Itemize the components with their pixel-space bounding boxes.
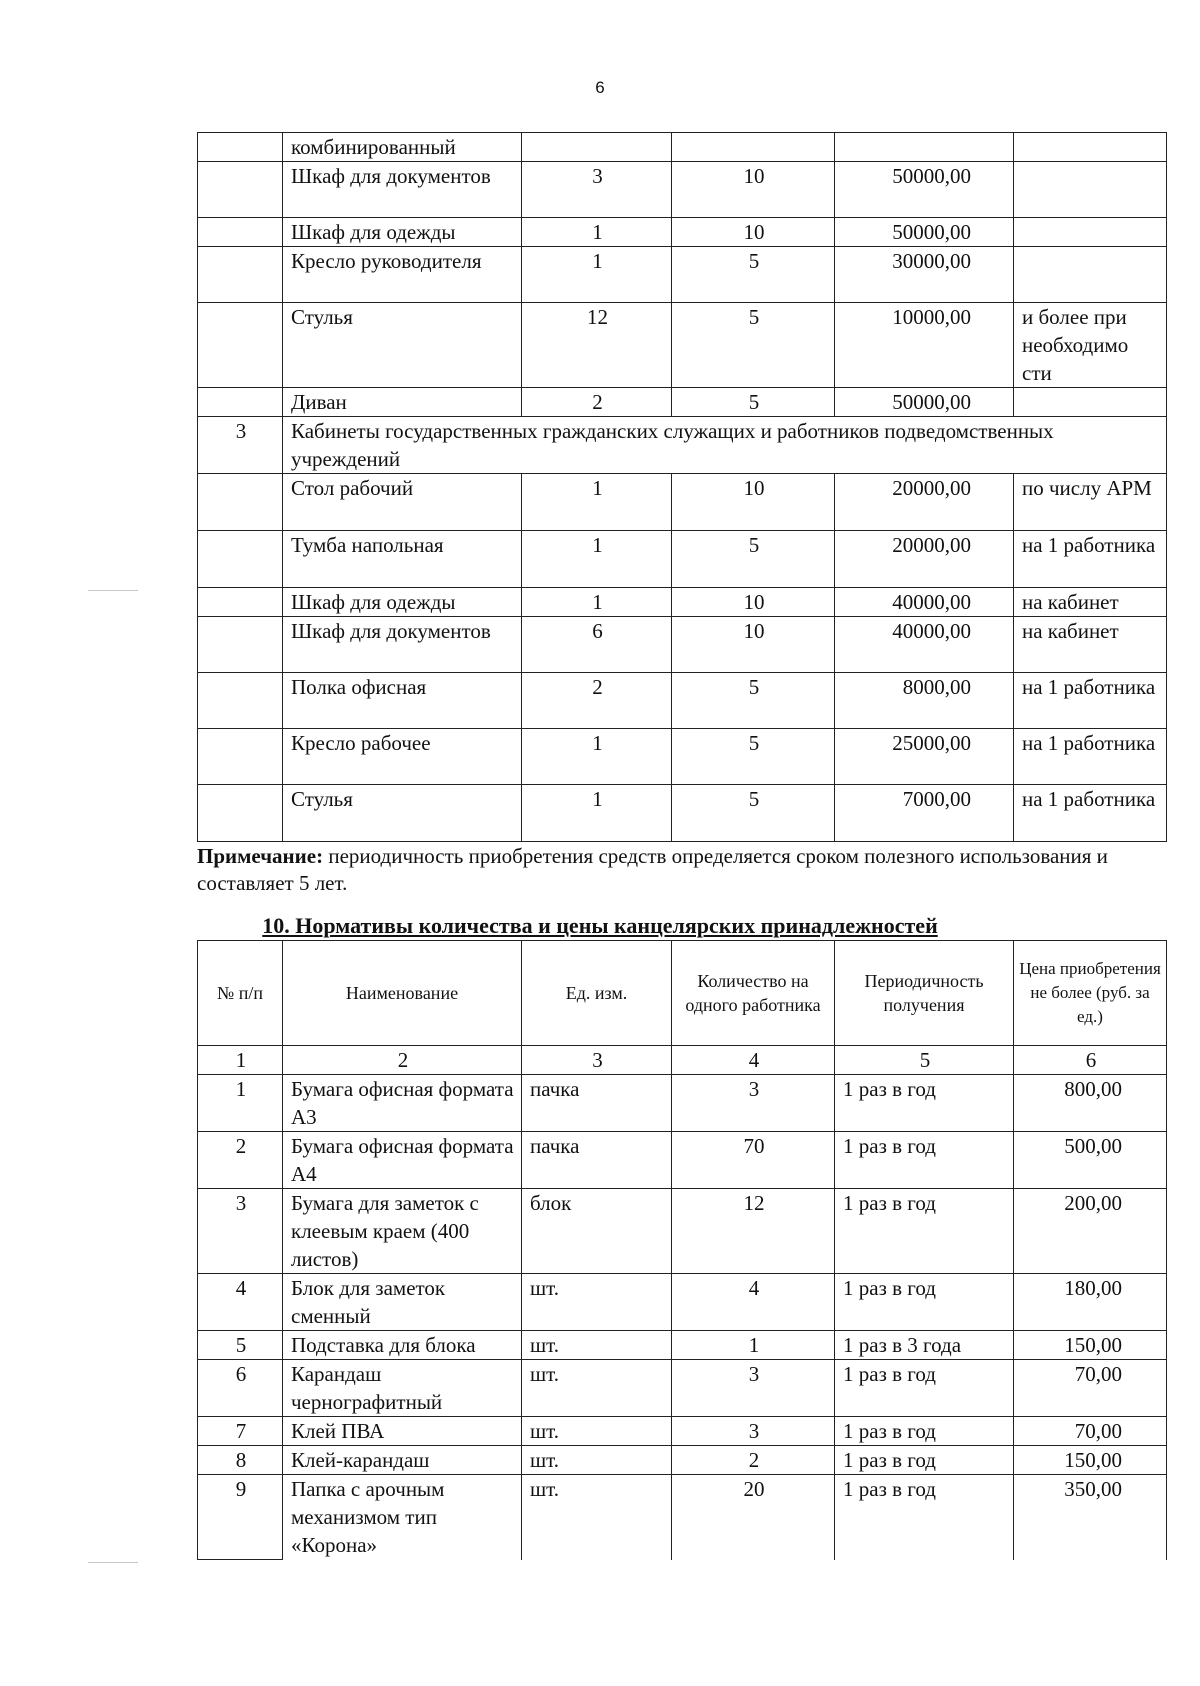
item-price: 7000,00: [835, 785, 1014, 842]
item-period: 1 раз в год: [835, 1189, 1014, 1274]
header-period: Периодичность получения: [835, 941, 1014, 1046]
item-note: [1014, 162, 1167, 218]
table-row: [198, 729, 1167, 785]
item-note: [1014, 218, 1167, 247]
item-quantity: [522, 133, 672, 162]
row-number: [198, 247, 283, 303]
item-period: 1 раз в год: [835, 1475, 1014, 1560]
item-name: Бумага офисная формата А4: [283, 1132, 522, 1189]
note-paragraph: [197, 843, 1157, 897]
row-number: 1: [198, 1075, 283, 1132]
header-unit: Ед. изм.: [522, 941, 672, 1046]
item-quantity: 1: [522, 588, 672, 617]
item-name: Стулья: [283, 785, 522, 842]
item-period: 1 раз в год: [835, 1075, 1014, 1132]
section-title: Кабинеты государственных гражданских служащих и работников подведомственных учреждений: [283, 417, 1167, 474]
item-quantity: 6: [522, 617, 672, 673]
item-price: 150,00: [1014, 1446, 1167, 1475]
table-row: [198, 1446, 1167, 1475]
table-row: [198, 1274, 1167, 1331]
item-service-years: 5: [672, 785, 835, 842]
item-name: Кресло руководителя: [283, 247, 522, 303]
scan-artifact: [88, 1562, 138, 1563]
item-name: Полка офисная: [283, 673, 522, 729]
scan-artifact: [88, 590, 138, 591]
item-unit: шт.: [522, 1274, 672, 1331]
item-name: Клей-карандаш: [283, 1446, 522, 1475]
row-number: 6: [198, 1360, 283, 1417]
item-price: 10000,00: [835, 303, 1014, 388]
table-header-row: [198, 941, 1167, 1046]
item-period: 1 раз в 3 года: [835, 1331, 1014, 1360]
item-service-years: 10: [672, 588, 835, 617]
item-name: Папка с арочным механизмом тип «Корона»: [283, 1475, 522, 1560]
item-price: 350,00: [1014, 1475, 1167, 1560]
item-name: комбинированный: [283, 133, 522, 162]
item-price: 50000,00: [835, 162, 1014, 218]
item-note: [1014, 388, 1167, 417]
item-service-years: 5: [672, 531, 835, 588]
table-row: [198, 388, 1167, 417]
row-number: [198, 133, 283, 162]
item-quantity: 2: [522, 388, 672, 417]
item-price: [835, 133, 1014, 162]
item-note: на 1 работника: [1014, 729, 1167, 785]
item-service-years: 5: [672, 388, 835, 417]
row-number: [198, 729, 283, 785]
item-price: 8000,00: [835, 673, 1014, 729]
header-quantity: Количество на одного работника: [672, 941, 835, 1046]
item-note: на кабинет: [1014, 588, 1167, 617]
item-price: 70,00: [1014, 1417, 1167, 1446]
item-quantity: 12: [522, 303, 672, 388]
row-number: 7: [198, 1417, 283, 1446]
item-name: Кресло рабочее: [283, 729, 522, 785]
item-service-years: 10: [672, 617, 835, 673]
row-number: 5: [198, 1331, 283, 1360]
column-number: 3: [522, 1046, 672, 1075]
table-row: [198, 303, 1167, 388]
table-row: [198, 162, 1167, 218]
item-price: 70,00: [1014, 1360, 1167, 1417]
item-name: Тумба напольная: [283, 531, 522, 588]
item-name: Подставка для блока: [283, 1331, 522, 1360]
column-number: 5: [835, 1046, 1014, 1075]
item-service-years: 10: [672, 474, 835, 531]
section-10-title: [0, 914, 1200, 938]
item-note: на кабинет: [1014, 617, 1167, 673]
item-period: 1 раз в год: [835, 1132, 1014, 1189]
item-note: по числу АРМ: [1014, 474, 1167, 531]
header-price: Цена приобретения не более (руб. за ед.): [1014, 941, 1167, 1046]
item-note: [1014, 247, 1167, 303]
item-unit: шт.: [522, 1475, 672, 1560]
header-name: Наименование: [283, 941, 522, 1046]
item-service-years: 5: [672, 729, 835, 785]
item-note: и более при необходимо сти: [1014, 303, 1167, 388]
table-row: [198, 531, 1167, 588]
item-price: 20000,00: [835, 474, 1014, 531]
item-name: Стол рабочий: [283, 474, 522, 531]
item-price: 25000,00: [835, 729, 1014, 785]
item-name: Шкаф для документов: [283, 162, 522, 218]
page-number: 6: [595, 78, 605, 97]
row-number: [198, 162, 283, 218]
column-number: 1: [198, 1046, 283, 1075]
note-label: Примечание:: [197, 844, 324, 868]
row-number: [198, 474, 283, 531]
column-numbers-row: [198, 1046, 1167, 1075]
table-row: [198, 1417, 1167, 1446]
row-number: [198, 785, 283, 842]
table-row: [198, 1189, 1167, 1274]
table-row: [198, 785, 1167, 842]
row-number: [198, 303, 283, 388]
item-service-years: [672, 133, 835, 162]
table-row: [198, 133, 1167, 162]
item-quantity: 1: [522, 729, 672, 785]
item-price: 500,00: [1014, 1132, 1167, 1189]
item-unit: шт.: [522, 1331, 672, 1360]
item-note: на 1 работника: [1014, 673, 1167, 729]
item-name: Шкаф для документов: [283, 617, 522, 673]
item-service-years: 5: [672, 673, 835, 729]
item-quantity: 1: [522, 247, 672, 303]
item-unit: пачка: [522, 1132, 672, 1189]
table-row: [198, 1132, 1167, 1189]
item-period: 1 раз в год: [835, 1446, 1014, 1475]
item-quantity: 1: [522, 218, 672, 247]
row-number: [198, 531, 283, 588]
item-service-years: 10: [672, 162, 835, 218]
row-number: 2: [198, 1132, 283, 1189]
row-number: 8: [198, 1446, 283, 1475]
row-number: [198, 218, 283, 247]
item-note: на 1 работника: [1014, 531, 1167, 588]
item-service-years: 5: [672, 247, 835, 303]
item-quantity: 70: [672, 1132, 835, 1189]
item-note: [1014, 133, 1167, 162]
column-number: 6: [1014, 1046, 1167, 1075]
item-unit: пачка: [522, 1075, 672, 1132]
section-number: 3: [198, 417, 283, 474]
item-price: 40000,00: [835, 617, 1014, 673]
row-number: [198, 588, 283, 617]
item-period: 1 раз в год: [835, 1274, 1014, 1331]
item-quantity: 4: [672, 1274, 835, 1331]
table-row: [198, 1360, 1167, 1417]
item-name: Бумага офисная формата А3: [283, 1075, 522, 1132]
table-row: [198, 1475, 1167, 1560]
item-quantity: 3: [522, 162, 672, 218]
stationery-table: [197, 940, 1167, 1560]
item-unit: шт.: [522, 1417, 672, 1446]
item-quantity: 2: [522, 673, 672, 729]
table-row: [198, 1331, 1167, 1360]
item-name: Бумага для заметок с клеевым краем (400 листов): [283, 1189, 522, 1274]
item-price: 800,00: [1014, 1075, 1167, 1132]
item-quantity: 3: [672, 1360, 835, 1417]
table-row: [198, 218, 1167, 247]
item-price: 200,00: [1014, 1189, 1167, 1274]
item-name: Карандаш чернографитный: [283, 1360, 522, 1417]
row-number: [198, 673, 283, 729]
item-quantity: 3: [672, 1075, 835, 1132]
item-price: 30000,00: [835, 247, 1014, 303]
item-quantity: 1: [522, 785, 672, 842]
item-quantity: 1: [672, 1331, 835, 1360]
column-number: 4: [672, 1046, 835, 1075]
item-unit: шт.: [522, 1360, 672, 1417]
column-number: 2: [283, 1046, 522, 1075]
table-row: [198, 617, 1167, 673]
row-number: 3: [198, 1189, 283, 1274]
section-row: [198, 417, 1167, 474]
item-unit: шт.: [522, 1446, 672, 1475]
item-period: 1 раз в год: [835, 1360, 1014, 1417]
row-number: [198, 617, 283, 673]
header-num: № п/п: [198, 941, 283, 1046]
row-number: 4: [198, 1274, 283, 1331]
furniture-table: [197, 132, 1167, 842]
item-price: 20000,00: [835, 531, 1014, 588]
item-service-years: 10: [672, 218, 835, 247]
item-quantity: 12: [672, 1189, 835, 1274]
item-note: на 1 работника: [1014, 785, 1167, 842]
item-name: Блок для заметок сменный: [283, 1274, 522, 1331]
item-price: 50000,00: [835, 388, 1014, 417]
item-period: 1 раз в год: [835, 1417, 1014, 1446]
table-row: [198, 588, 1167, 617]
item-price: 180,00: [1014, 1274, 1167, 1331]
item-unit: блок: [522, 1189, 672, 1274]
item-quantity: 3: [672, 1417, 835, 1446]
item-price: 40000,00: [835, 588, 1014, 617]
item-name: Шкаф для одежды: [283, 588, 522, 617]
item-name: Шкаф для одежды: [283, 218, 522, 247]
item-quantity: 20: [672, 1475, 835, 1560]
table-row: [198, 1075, 1167, 1132]
table-row: [198, 673, 1167, 729]
item-quantity: 2: [672, 1446, 835, 1475]
item-name: Клей ПВА: [283, 1417, 522, 1446]
item-name: Стулья: [283, 303, 522, 388]
table-row: [198, 247, 1167, 303]
item-price: 50000,00: [835, 218, 1014, 247]
section-10-title-text: 10. Нормативы количества и цены канцелярских принадлежностей: [262, 913, 938, 938]
item-price: 150,00: [1014, 1331, 1167, 1360]
table-row: [198, 474, 1167, 531]
row-number: [198, 388, 283, 417]
note-text: периодичность приобретения средств определяется сроком полезного использования и составляет 5 лет.: [197, 844, 1108, 895]
item-name: Диван: [283, 388, 522, 417]
item-service-years: 5: [672, 303, 835, 388]
item-quantity: 1: [522, 531, 672, 588]
row-number: 9: [198, 1475, 283, 1560]
item-quantity: 1: [522, 474, 672, 531]
